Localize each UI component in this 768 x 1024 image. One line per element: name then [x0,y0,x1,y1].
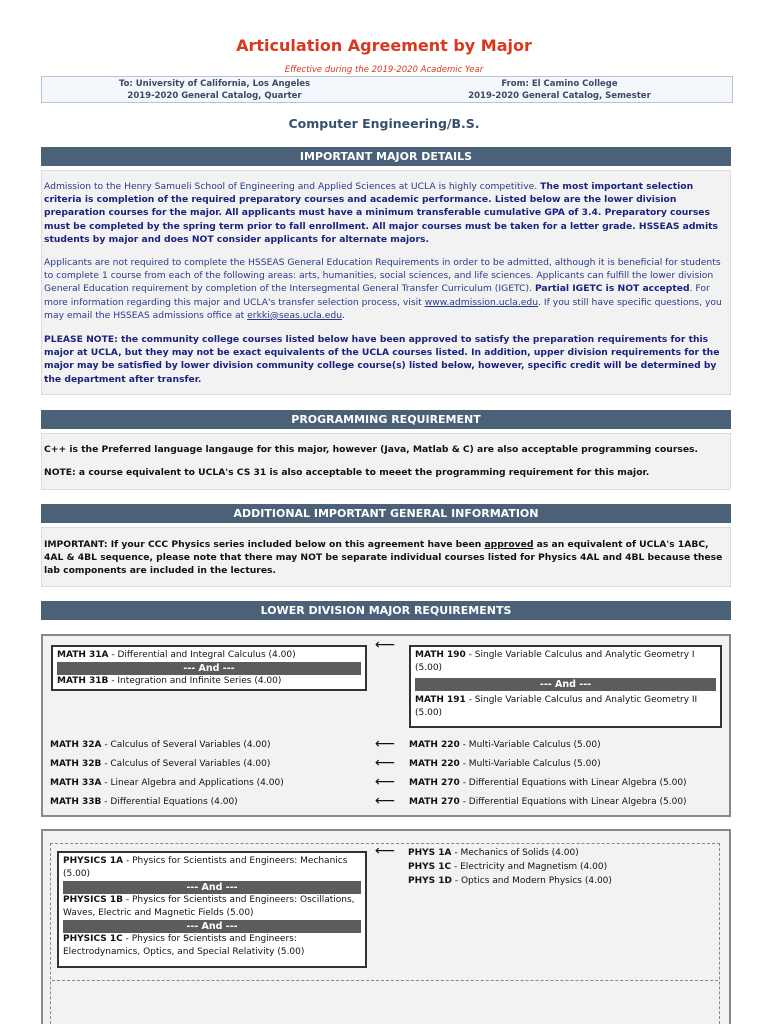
igetc-note: Partial IGETC is NOT accepted [534,283,690,295]
course-physics-1b [63,894,361,920]
programming-line-1: C++ is the Preferred language langauge for this major, however (Java, Matlab & C) are also acceptable programming courses. [44,444,699,455]
physics-1c-title: - Physics for Scientists and Engineers: Electrodynamics, Optics, and Special Relativity (5.00) [63,934,305,957]
from-line-2: 2019-2020 General Catalog, Semester [468,91,651,101]
details-p2-d: . [342,309,345,321]
from-line-1: From: El Camino College [501,79,618,89]
section-additional-info: ADDITIONAL IMPORTANT GENERAL INFORMATION [41,504,731,523]
course-phys-1c [408,861,718,874]
phys-1c-code: PHYS 1C [408,862,452,872]
course-phys-1a [408,847,718,860]
and-separator: --- And --- [63,920,361,933]
course-math-31a [57,649,361,662]
details-paragraph-1 [44,180,726,246]
phys-1c-title: - Electricity and Magnetism (4.00) [451,862,608,872]
articulation-arrow: ⟵ [375,793,396,809]
math-270-code: MATH 270 [409,778,460,788]
from-institution [387,78,732,102]
institution-header [41,76,733,103]
course-math-270 [409,778,687,788]
details-p1-bold: The most important selection criteria is completion of the required preparatory courses and academic performance. Listed below are the lower division preparation courses for the major. All applicants must have a minimum transferable cumulative GPA of 3.4. Preparatory courses must be completed by the spring term prior to fall enrollment. All major courses must be taken for a letter grade. HSSEAS admits students by major and does NOT consider applicants for alternate majors. [44,181,719,245]
articulation-arrow: ⟵ [375,637,396,653]
phys-1a-code: PHYS 1A [408,848,452,858]
details-paragraph-2 [44,256,726,322]
math-220-title: - Multi-Variable Calculus (5.00) [459,759,601,769]
math-32b-code: MATH 32B [50,759,102,769]
math-32a-code: MATH 32A [50,740,102,750]
page-title: Articulation Agreement by Major [236,36,532,55]
additional-text [44,538,726,578]
math-33b-title: - Differential Equations (4.00) [101,797,238,807]
course-math-190 [415,649,716,675]
physics-1b-title: - Physics for Scientists and Engineers: Oscillations, Waves, Electric and Magnetic Fields (5.00) [63,895,355,918]
programming-box [41,433,731,490]
math-31a-code: MATH 31A [57,650,109,660]
articulation-arrow: ⟵ [375,774,396,790]
math-33b-code: MATH 33B [50,797,102,807]
math-220-code: MATH 220 [409,759,460,769]
and-separator: --- And --- [63,881,361,894]
effective-date: Effective during the 2019-2020 Academic Year [284,65,484,75]
math-31a-title: - Differential and Integral Calculus (4.00) [108,650,296,660]
phys-1d-title: - Optics and Modern Physics (4.00) [452,876,612,886]
math-270-title: - Differential Equations with Linear Algebra (5.00) [459,797,687,807]
course-phys-1d [408,875,718,888]
course-math-31b [57,675,361,688]
math-31b-title: - Integration and Infinite Series (4.00) [108,676,282,686]
course-math-33a [50,778,284,788]
section-important-details: IMPORTANT MAJOR DETAILS [41,147,731,166]
section-programming: PROGRAMMING REQUIREMENT [41,410,731,429]
to-institution [42,78,387,102]
admission-link[interactable]: www.admission.ucla.edu [424,296,539,308]
to-line-2: 2019-2020 General Catalog, Quarter [127,91,302,101]
math-190-group [409,645,722,728]
phys-1a-title: - Mechanics of Solids (4.00) [451,848,579,858]
details-p2-a: Applicants are not required to complete the HSSEAS General Education Requirements in order to be admitted, although it is beneficial for students to complete 1 course from each of the following areas: arts, humanities, social sciences, and life sciences. Applicants can fulfill the lower division General Education requirement by completion of the Intersegmental General Transfer Curriculum (IGETC). [44,257,721,295]
and-separator: --- And --- [57,662,361,675]
math-220-title: - Multi-Variable Calculus (5.00) [459,740,601,750]
math-191-code: MATH 191 [415,695,466,705]
math-190-title: - Single Variable Calculus and Analytic Geometry I (5.00) [415,650,695,673]
course-math-220 [409,759,601,769]
math-33a-code: MATH 33A [50,778,102,788]
course-math-32a [50,740,270,750]
email-link[interactable]: erkki@seas.ucla.edu [247,309,343,321]
math-190-code: MATH 190 [415,650,466,660]
math-31b-code: MATH 31B [57,676,109,686]
articulation-arrow: ⟵ [375,755,396,771]
additional-text-b: as an equivalent of UCLA's 1ABC, 4AL & 4BL sequence, please note that there may NOT be separate individual courses listed for Physics 4AL and 4BL because these lab components are included in the lectures. [44,539,723,577]
math-32b-title: - Calculus of Several Variables (4.00) [101,759,271,769]
math-31-group [51,645,367,691]
math-32a-title: - Calculus of Several Variables (4.00) [101,740,271,750]
physics-1a-code: PHYSICS 1A [63,856,124,866]
major-title: Computer Engineering/B.S. [288,116,480,131]
phys-1d-code: PHYS 1D [408,876,452,886]
and-separator: --- And --- [415,678,716,691]
course-math-220 [409,740,601,750]
additional-approved: approved [484,539,534,550]
math-270-title: - Differential Equations with Linear Algebra (5.00) [459,778,687,788]
physics-1b-code: PHYSICS 1B [63,895,123,905]
details-p2-c: . If you still have specific questions, you may email the HSSEAS admissions office at [44,296,722,321]
course-physics-1c [63,933,361,959]
divider [52,980,718,981]
section-lower-division: LOWER DIVISION MAJOR REQUIREMENTS [41,601,731,620]
physics-1-group [57,851,367,968]
course-math-32b [50,759,270,769]
details-paragraph-3: PLEASE NOTE: the community college courses listed below have been approved to satisfy the preparation requirements for this major at UCLA, but they may not be exact equivalents of the UCLA courses listed. In addition, upper division requirements for the major may be satisfied by lower division community college course(s) listed below, however, specific credit will be determined by the department after transfer. [44,334,720,385]
course-physics-1a [63,855,361,881]
math-33a-title: - Linear Algebra and Applications (4.00) [101,778,284,788]
articulation-arrow: ⟵ [375,843,396,859]
articulation-arrow: ⟵ [375,736,396,752]
programming-line-2: NOTE: a course equivalent to UCLA's CS 31 is also acceptable to meeet the programming requirement for this major. [44,467,650,478]
phys-equivalents [408,847,718,888]
details-p1-plain: Admission to the Henry Samueli School of Engineering and Applied Sciences at UCLA is highly competitive. [44,181,541,192]
math-191-title: - Single Variable Calculus and Analytic Geometry II (5.00) [415,695,698,718]
math-220-code: MATH 220 [409,740,460,750]
course-math-191 [415,694,716,720]
details-p2-b: . For more information regarding this major and UCLA's transfer selection process, visit [44,283,710,308]
additional-text-a: IMPORTANT: If your CCC Physics series included below on this agreement have been [44,539,485,550]
physics-1a-title: - Physics for Scientists and Engineers: Mechanics (5.00) [63,856,348,879]
course-math-33b [50,797,238,807]
math-270-code: MATH 270 [409,797,460,807]
physics-1c-code: PHYSICS 1C [63,934,123,944]
to-line-1: To: University of California, Los Angeles [118,79,311,89]
course-math-270 [409,797,687,807]
